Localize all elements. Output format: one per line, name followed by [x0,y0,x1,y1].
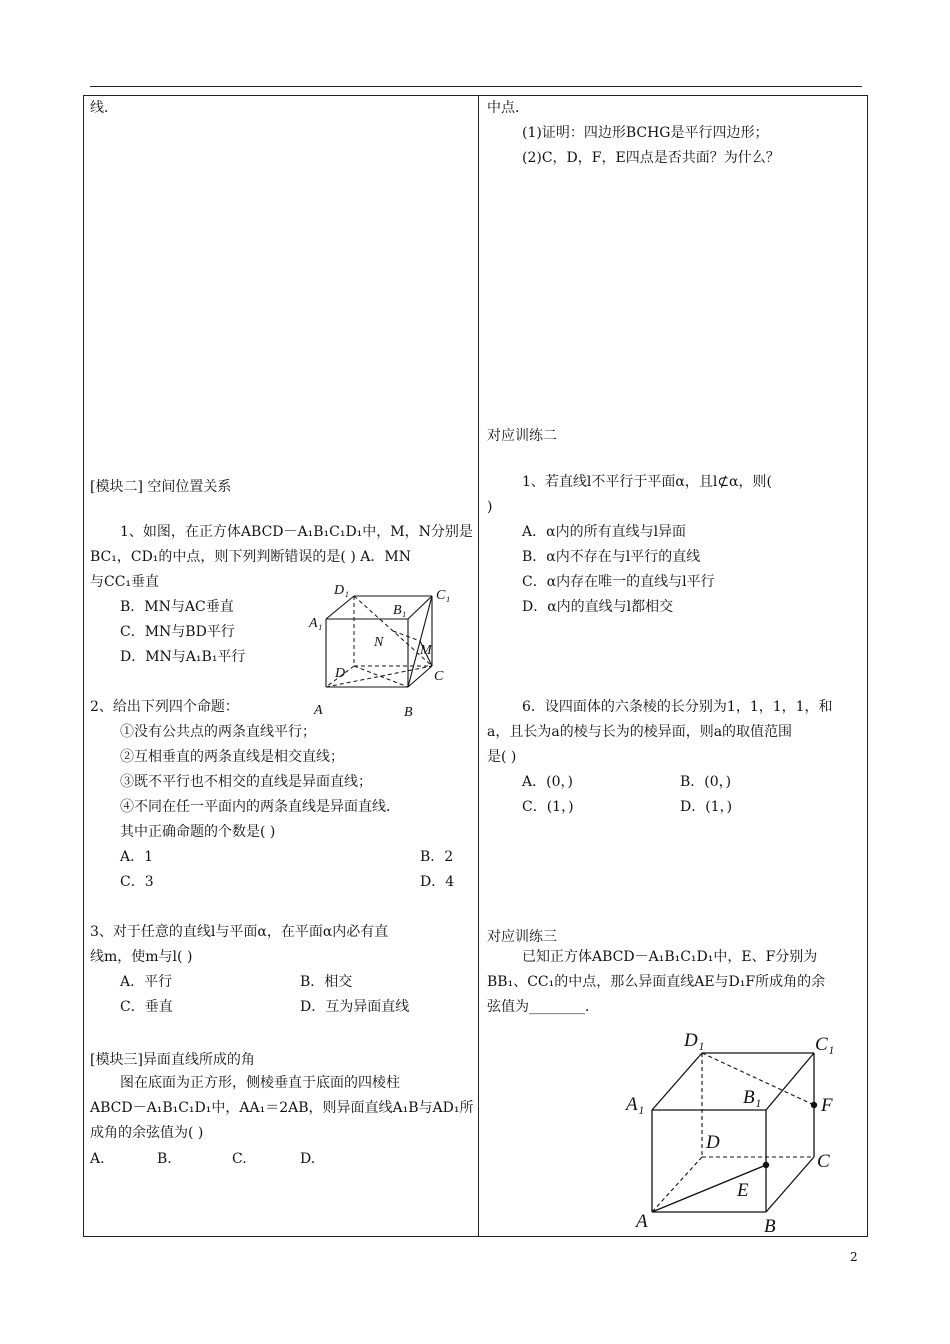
fig2-label-d1: D₁ [684,1030,705,1051]
fig2-label-a: A [636,1211,648,1232]
q2-intro: 2、给出下列四个命题： [90,699,239,715]
t2q1-option-c: C．α内存在唯一的直线与l平行 [522,574,715,590]
q4-option-a: A. [90,1151,105,1167]
t2q6-option-a: A．(0，) [522,774,573,790]
column-divider [478,95,479,1237]
fig1-label-m: M [420,643,432,658]
q4-option-b: B. [157,1151,172,1167]
fig1-label-c1: C₁ [436,588,451,603]
q2-statement-4: ④不同在任一平面内的两条直线是异面直线． [120,799,400,815]
module2-title: [模块二] 空间位置关系 [90,479,232,495]
fig2-label-f: F [821,1095,833,1116]
fig2-label-e: E [737,1180,749,1201]
q4-line1: 图在底面为正方形，侧棱垂直于底面的四棱柱 [120,1075,400,1091]
q3-option-a: A．平行 [120,974,173,990]
fig2-label-c1: C₁ [815,1034,835,1055]
module3-title: [模块三]异面直线所成的角 [90,1052,255,1068]
fig1-label-a: A [314,703,323,718]
t2q6-option-c: C．(1，) [522,799,574,815]
q4-line3: 成角的余弦值为( ) [90,1125,204,1141]
q3-line2: 线m，使m与l( ) [90,949,193,965]
q2-option-d: D．4 [420,874,455,890]
q1-line3: 与CC₁垂直 [90,574,160,590]
t2q1-line2: ) [487,499,493,515]
training3-title: 对应训练三 [487,929,557,945]
q1-option-d: D．MN与A₁B₁平行 [120,649,246,665]
q2-statement-1: ①没有公共点的两条直线平行； [120,724,316,740]
fig2-label-d: D [706,1132,720,1153]
header-rule [90,86,862,87]
q3-option-d: D．互为异面直线 [300,999,410,1015]
q2-statement-3: ③既不平行也不相交的直线是异面直线； [120,774,372,790]
fig1-label-d: D [335,666,346,681]
fig2-label-c: C [817,1151,830,1172]
left-top-text: 线． [90,100,118,116]
q2-statement-2: ②互相垂直的两条直线是相交直线； [120,749,344,765]
fig1-label-b: B [404,705,413,720]
fig1-label-n: N [374,635,384,650]
t2q6-line1: 6．设四面体的六条棱的长分别为1，1，1，1，和 [522,699,833,715]
q1-option-c: C．MN与BD平行 [120,624,235,640]
t3-line2: BB₁、CC₁的中点，那么异面直线AE与D₁F所成角的余 [487,974,826,990]
fig1-label-d1: D₁ [334,583,349,598]
t2q1-option-a: A．α内的所有直线与l异面 [522,524,687,540]
proof-part-2: (2)C，D，F，E四点是否共面？为什么？ [522,150,780,166]
t2q1-line1: 1、若直线l不平行于平面α，且l⊄α，则( [522,474,772,490]
q3-option-c: C．垂直 [120,999,173,1015]
q4-option-d: D. [300,1151,316,1167]
q1-option-b: B．MN与AC垂直 [120,599,234,615]
page-number: 2 [850,1250,858,1264]
q2-option-c: C．3 [120,874,154,890]
q1-line2: BC₁，CD₁的中点，则下列判断错误的是( ) A．MN [90,549,411,565]
q4-line2: ABCD－A₁B₁C₁D₁中，AA₁＝2AB，则异面直线A₁B与AD₁所 [90,1100,474,1116]
right-top-text: 中点． [487,100,529,116]
training2-title: 对应训练二 [487,428,557,444]
fig2-label-b1: B₁ [743,1087,762,1108]
fig1-label-b1: B₁ [393,603,407,618]
fig2-label-b: B [764,1216,776,1237]
t3-line1: 已知正方体ABCD－A₁B₁C₁D₁中，E、F分别为 [522,949,818,965]
t2q6-option-b: B．(0，) [680,774,732,790]
t2q6-line3: 是( ) [487,749,517,765]
q3-option-b: B．相交 [300,974,353,990]
fig2-label-a1: A₁ [626,1094,645,1115]
q2-option-b: B．2 [420,849,454,865]
q2-option-a: A．1 [120,849,154,865]
q2-ask: 其中正确命题的个数是( ) [120,824,276,840]
t2q1-option-d: D．α内的直线与l都相交 [522,599,674,615]
fig1-label-c: C [434,669,444,684]
t2q6-line2: a，且长为a的棱与长为的棱异面，则a的取值范围 [487,724,793,740]
q4-option-c: C. [232,1151,247,1167]
proof-part-1: (1)证明：四边形BCHG是平行四边形； [522,125,769,141]
t2q6-option-d: D．(1，) [680,799,733,815]
t3-line3: 弦值为________． [487,999,599,1015]
q1-line1: 1、如图，在正方体ABCD－A₁B₁C₁D₁中，M，N分别是 [120,524,473,540]
fig1-label-a1: A₁ [309,616,323,631]
t2q1-option-b: B．α内不存在与l平行的直线 [522,549,701,565]
q3-line1: 3、对于任意的直线l与平面α，在平面α内必有直 [90,924,389,940]
